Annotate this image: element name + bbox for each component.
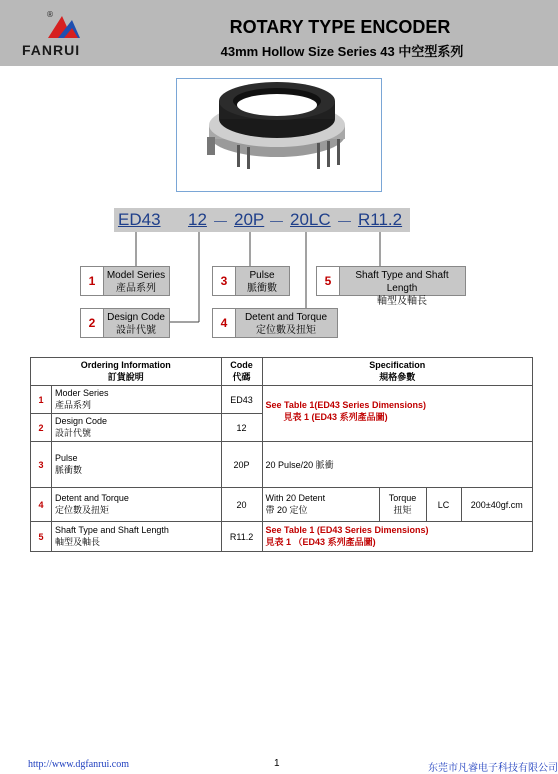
spec-detent-en: With 20 Detent bbox=[265, 493, 326, 503]
ordering-table bbox=[30, 357, 533, 552]
row-item-zh: 軸型及軸長 bbox=[55, 537, 101, 547]
spec-torque-en: Torque bbox=[388, 493, 417, 503]
page-subtitle: 43mm Hollow Size Series 43 中空型系列 bbox=[220, 44, 464, 59]
row-code: ED43 bbox=[221, 386, 262, 414]
code-shaft: R11.2 bbox=[358, 210, 403, 229]
label-pulse bbox=[212, 266, 290, 296]
code-design: 12 bbox=[188, 210, 207, 229]
table-row bbox=[31, 522, 533, 552]
header-ordering-zh: 訂貨說明 bbox=[107, 372, 144, 382]
label-number: 4 bbox=[213, 309, 236, 337]
spec-see-table-zh: 見表 1 (ED43 系列產品圖) bbox=[283, 412, 388, 422]
callout-lines bbox=[0, 0, 558, 350]
logo-text: FANRUI bbox=[22, 42, 81, 58]
spec-see-table-en: See Table 1(ED43 Series Dimensions) bbox=[265, 400, 426, 410]
table-row bbox=[31, 386, 533, 414]
row-spec: 20 Pulse/20 脈衝 bbox=[262, 442, 532, 488]
header-ordering bbox=[31, 358, 222, 386]
spec-torque-code: LC bbox=[426, 488, 461, 522]
spec-torque-value: 200±40gf.cm bbox=[461, 488, 532, 522]
row-item-en: Design Code bbox=[55, 416, 108, 426]
label-number: 3 bbox=[213, 267, 236, 295]
row-number: 3 bbox=[31, 442, 52, 488]
row-number: 4 bbox=[31, 488, 52, 522]
row-item bbox=[52, 442, 222, 488]
header-code-zh: 代碼 bbox=[232, 372, 251, 382]
label-zh: 設計代號 bbox=[116, 325, 156, 336]
label-design-code bbox=[80, 308, 170, 338]
row-code: R11.2 bbox=[221, 522, 262, 552]
code-pulse: 20P bbox=[234, 210, 265, 229]
header-ordering-en: Ordering Information bbox=[80, 360, 171, 370]
label-en: Shaft Type and Shaft Length bbox=[355, 270, 449, 294]
svg-text:®: ® bbox=[46, 10, 54, 19]
company-name: 东莞市凡睿电子科技有限公司 bbox=[428, 763, 558, 774]
row-item-zh: 產品系列 bbox=[55, 400, 92, 410]
header-code bbox=[221, 358, 262, 386]
table-row bbox=[31, 488, 533, 522]
label-number: 2 bbox=[81, 309, 104, 337]
row-item bbox=[52, 488, 222, 522]
label-zh: 產品系列 bbox=[116, 283, 156, 294]
label-zh: 軸型及軸長 bbox=[377, 296, 427, 307]
label-en: Design Code bbox=[107, 312, 165, 323]
spec-shaft-zh: 見表 1 （ED43 系列產品圖) bbox=[265, 537, 376, 547]
page-title: ROTARY TYPE ENCODER bbox=[229, 17, 451, 37]
row-spec-merged bbox=[262, 386, 532, 442]
row-item-en: Pulse bbox=[55, 453, 78, 463]
row-code: 12 bbox=[221, 414, 262, 442]
spec-detent-zh: 帶 20 定位 bbox=[265, 505, 308, 515]
row-item-en: Shaft Type and Shaft Length bbox=[55, 525, 169, 535]
header-code-en: Code bbox=[230, 360, 253, 370]
website-link[interactable]: http://www.dgfanrui.com bbox=[28, 759, 130, 770]
code-dash: － bbox=[268, 213, 285, 232]
label-en: Detent and Torque bbox=[244, 312, 328, 323]
row-item bbox=[52, 386, 222, 414]
code-model: ED43 bbox=[118, 210, 161, 229]
row-code: 20P bbox=[221, 442, 262, 488]
header-spec bbox=[262, 358, 532, 386]
header-spec-en: Specification bbox=[369, 360, 426, 370]
label-detent-torque bbox=[212, 308, 338, 338]
row-number: 5 bbox=[31, 522, 52, 552]
code-detent: 20LC bbox=[290, 210, 331, 229]
row-item-zh: 脈衝數 bbox=[55, 465, 83, 475]
label-en: Model Series bbox=[106, 270, 166, 281]
label-number: 1 bbox=[81, 267, 104, 295]
row-item-en: Moder Series bbox=[55, 388, 109, 398]
label-number: 5 bbox=[317, 267, 340, 295]
table-row bbox=[31, 442, 533, 488]
row-spec bbox=[262, 522, 532, 552]
row-item bbox=[52, 522, 222, 552]
spec-torque-zh: 扭矩 bbox=[393, 505, 412, 515]
code-dash: － bbox=[212, 213, 229, 232]
spec-detent bbox=[262, 488, 379, 522]
row-item-en: Detent and Torque bbox=[55, 493, 129, 503]
page-number: 1 bbox=[274, 758, 280, 769]
label-shaft-type bbox=[316, 266, 466, 307]
row-item-zh: 設計代號 bbox=[55, 428, 92, 438]
row-code: 20 bbox=[221, 488, 262, 522]
table-header-row bbox=[31, 358, 533, 386]
header-spec-zh: 規格參數 bbox=[379, 372, 416, 382]
spec-torque-label bbox=[379, 488, 426, 522]
row-number: 1 bbox=[31, 386, 52, 414]
row-item bbox=[52, 414, 222, 442]
label-zh: 脈衝數 bbox=[247, 283, 277, 294]
label-zh: 定位數及扭矩 bbox=[256, 325, 316, 336]
code-dash: － bbox=[336, 213, 353, 232]
row-number: 2 bbox=[31, 414, 52, 442]
label-model-series bbox=[80, 266, 170, 296]
row-item-zh: 定位數及扭矩 bbox=[55, 505, 110, 515]
spec-shaft-en: See Table 1 (ED43 Series Dimensions) bbox=[265, 525, 429, 535]
label-en: Pulse bbox=[249, 270, 275, 281]
